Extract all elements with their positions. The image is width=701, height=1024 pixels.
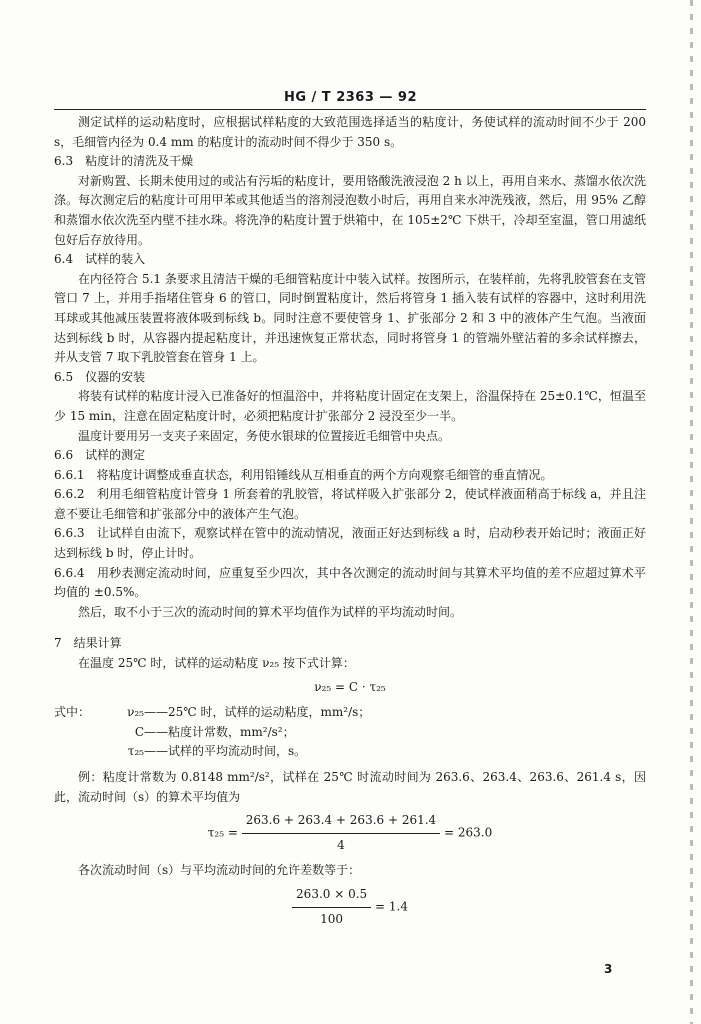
section-heading-6-5: 6.5 仪器的安装 xyxy=(54,369,146,384)
legend-description: ——粘度计常数，mm²/s²； xyxy=(144,724,295,739)
paragraph-loading: 在内径符合 5.1 条要求且清洁干燥的毛细管粘度计中装入试样。按图所示，在装样前，先将乳胶管套在支管管口 7 上，并用手指堵住管身 6 的管口，同时倒置粘度计，然后将管身 1 插入装有试样的容器中，这时利用洗耳球或其他减压装置将液体吸到标线 b。同时注意不要使管身 1、扩张部分 2 和 3 中的液体产生气泡。当液面达到标线 b 时，从容器内提起粘度计，并迅速恢复正常状态，同时将管身 1 的管端外壁沾着的多余试样擦去，并从支管 7 取下乳胶管套在管身 1 上。 xyxy=(54,271,646,365)
paragraph-calc-intro: 在温度 25℃ 时，试样的运动粘度 ν₂₅ 按下式计算： xyxy=(78,656,355,671)
legend-symbol: ν₂₅ xyxy=(127,705,144,720)
fraction-denominator: 100 xyxy=(320,911,344,926)
document-body xyxy=(54,113,646,935)
paragraph-average: 然后，取不小于三次的流动时间的算术平均值作为试样的平均流动时间。 xyxy=(78,604,463,619)
section-heading-6-3: 6.3 粘度计的清洗及干燥 xyxy=(54,154,194,169)
clause-6-6-1: 6.6.1 将粘度计调整成垂直状态，利用铅锤线从互相垂直的两个方向观察毛细管的垂直情况。 xyxy=(54,467,553,482)
clause-6-6-4: 6.6.4 用秒表测定流动时间，应重复至少四次，其中各次测定的流动时间与其算术平均值的差不应超过算术平均值的 ±0.5%。 xyxy=(54,565,646,600)
page-number: 3 xyxy=(604,962,613,976)
legend-symbol: τ₂₅ xyxy=(127,744,144,759)
paragraph-tolerance: 各次流动时间（s）与平均流动时间的允许差数等于： xyxy=(78,863,361,878)
formula-average-rhs: = 263.0 xyxy=(444,825,493,840)
paragraph-cleaning: 对新购置、长期未使用过的或沾有污垢的粘度计，要用铬酸洗液浸泡 2 h 以上，再用自来水、蒸馏水依次洗涤。每次测定后的粘度计可用甲苯或其他适当的溶剂浸泡数小时后，再用自来水冲洗残液，然后，用 95% 乙醇和蒸馏水依次洗至内壁不挂水珠。将洗净的粘度计置于烘箱中，在 105±2℃ 下烘干，冷却至室温，管口用滤纸包好后存放待用。 xyxy=(54,173,646,247)
fraction-numerator: 263.0 × 0.5 xyxy=(292,885,371,908)
paragraph-intro: 测定试样的运动粘度时，应根据试样粘度的大致范围选择适当的粘度计，务使试样的流动时间不少于 200 s，毛细管内径为 0.4 mm 的粘度计的流动时间不得少于 350 s。 xyxy=(54,115,646,149)
section-heading-7: 7 结果计算 xyxy=(54,636,122,651)
legend-row xyxy=(54,742,646,762)
formula-legend xyxy=(54,703,646,762)
paragraph-example: 例：粘度计常数为 0.8148 mm²/s²，试样在 25℃ 时流动时间为 263.6、263.4、263.6、261.4 s，因此，流动时间（s）的算术平均值为 xyxy=(54,770,646,804)
legend-row xyxy=(54,703,646,723)
formula-tolerance-fraction xyxy=(292,885,371,929)
legend-label: 式中： xyxy=(54,705,91,720)
legend-description: ——25℃ 时，试样的运动粘度，mm²/s； xyxy=(144,705,371,720)
legend-row xyxy=(54,723,646,743)
legend-label xyxy=(54,742,100,762)
fraction-numerator: 263.6 + 263.4 + 263.6 + 261.4 xyxy=(242,811,440,834)
formula-tolerance xyxy=(54,885,646,929)
header-rule xyxy=(54,109,646,110)
fraction-denominator: 4 xyxy=(337,837,345,852)
formula-average-fraction xyxy=(242,811,440,855)
formula-average xyxy=(54,811,646,855)
formula-average-lhs: τ₂₅ = xyxy=(207,825,238,840)
legend-label xyxy=(54,723,100,743)
formula-main: ν₂₅ = C · τ₂₅ xyxy=(314,679,386,694)
standard-header: HG / T 2363 — 92 xyxy=(283,90,418,105)
section-heading-6-4: 6.4 试样的装入 xyxy=(54,252,146,267)
clause-6-6-3: 6.6.3 让试样自由流下，观察试样在管中的流动情况，液面正好达到标线 a 时，启动秒表开始记时；液面正好达到标线 b 时，停止计时。 xyxy=(54,526,646,561)
paragraph-thermometer: 温度计要用另一支夹子来固定，务使水银球的位置接近毛细管中央点。 xyxy=(78,428,451,443)
scan-edge-artifact xyxy=(690,0,693,1024)
section-heading-6-6: 6.6 试样的测定 xyxy=(54,448,146,463)
clause-6-6-2: 6.6.2 利用毛细管粘度计管身 1 所套着的乳胶管，将试样吸入扩张部分 2，使试样液面稍高于标线 a，并且注意不要让毛细管和扩张部分中的液体产生气泡。 xyxy=(54,487,647,521)
formula-tolerance-rhs: = 1.4 xyxy=(375,899,408,914)
legend-description: ——试样的平均流动时间，s。 xyxy=(144,744,307,759)
paragraph-installation: 将装有试样的粘度计浸入已准备好的恒温浴中，并将粘度计固定在支架上，浴温保持在 25±0.1℃，恒温至少 15 min，注意在固定粘度计时，必须把粘度计扩张部分 2 浸没至少一半。 xyxy=(54,389,646,423)
legend-symbol: C xyxy=(134,724,144,739)
